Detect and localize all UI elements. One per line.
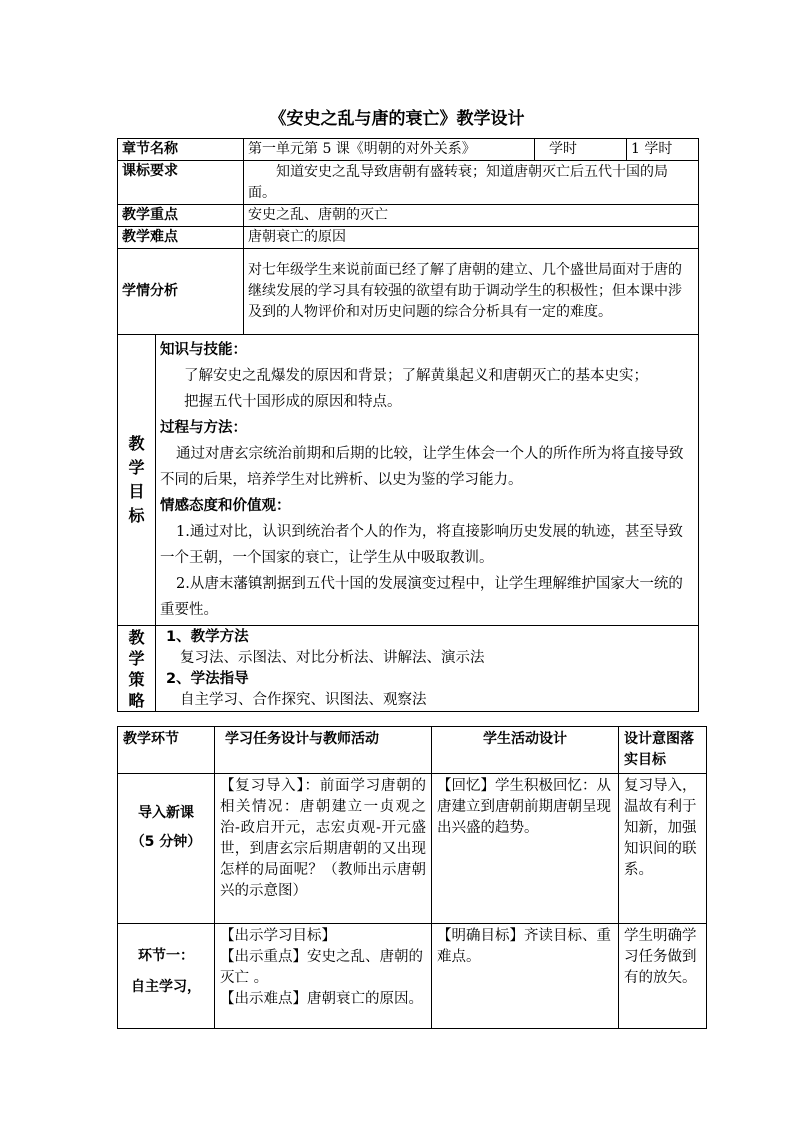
difficulty-value: 唐朝衰亡的原因 [244, 227, 699, 249]
teacher-activity: 【复习导入】：前面学习唐朝的相关情况：唐朝建立一贞观之治-政启开元，志宏贞观-开元盛世，到唐玄宗后期唐朝的又出现怎样的局面呢？（教师出示唐朝兴的示意图） [215, 774, 432, 924]
emotion-title: 情感态度和价值观： [160, 498, 291, 514]
process-table [117, 726, 707, 1029]
table-row [118, 774, 707, 924]
header-teacher: 学习任务设计与教师活动 [215, 727, 432, 774]
stage-name: 环节一： [138, 948, 194, 964]
method-value: 复习法、示图法、对比分析法、讲解法、演示法 [180, 650, 485, 666]
hours-label: 学时 [535, 139, 627, 161]
standard-value: 知道安史之乱导致唐朝有盛转衰；知道唐朝灭亡后五代十国的局面。 [248, 163, 668, 201]
difficulty-label: 教学难点 [118, 227, 244, 249]
goals-table [117, 334, 699, 712]
teacher-goal: 【出示学习目标】 [220, 928, 336, 944]
strategy-label: 教 学 策 略 [118, 626, 156, 712]
student-activity: 【明确目标】齐读目标、重难点。 [432, 924, 619, 1029]
guide-value: 自主学习、合作探究、识图法、观察法 [180, 692, 427, 708]
standard-label: 课标要求 [118, 161, 244, 205]
method-title: 1、教学方法 [166, 629, 249, 645]
header-stage: 教学环节 [118, 727, 215, 774]
emotion-line-1: 1.通过对比，认识到统治者个人的作为，将直接影响历史发展的轨迹，甚至导致一个王朝，一个国家的衰亡，让学生从中吸取教训。 [160, 524, 683, 566]
header-student: 学生活动设计 [432, 727, 619, 774]
table-row [118, 924, 707, 1029]
emotion-line-2: 2.从唐末藩镇割据到五代十国的发展演变过程中，让学生理解维护国家大一统的重要性。 [160, 576, 683, 618]
chapter-label: 章节名称 [118, 139, 244, 161]
design-intent: 学生明确学习任务做到有的放矢。 [619, 924, 707, 1029]
header-intent: 设计意图落实目标 [619, 727, 707, 774]
stage-duration: （5 分钟） [130, 833, 202, 850]
analysis-label: 学情分析 [118, 249, 244, 335]
student-activity: 【回忆】学生积极回忆：从唐建立到唐朝前期唐朝呈现出兴盛的趋势。 [432, 774, 619, 924]
analysis-value: 对七年级学生来说前面已经了解了唐朝的建立、几个盛世局面对于唐的继续发展的学习具有较强的欲望有助于调动学生的积极性；但本课中涉及到的人物评价和对历史问题的综合分析具有一定的难度。 [244, 249, 699, 335]
hours-value: 1 学时 [627, 139, 699, 161]
page-title: 《安史之乱与唐的衰亡》教学设计 [269, 109, 525, 129]
knowledge-title: 知识与技能： [160, 342, 247, 358]
key-value: 安史之乱、唐朝的灭亡 [244, 205, 699, 227]
process-line-1: 通过对唐玄宗统治前期和后期的比较，让学生体会一个人的所作所为将直接导致不同的后果，培养学生对比辨析、以史为鉴的学习能力。 [160, 446, 684, 488]
key-label: 教学重点 [118, 205, 244, 227]
goals-label: 教 学 目 标 [118, 335, 156, 626]
process-title: 过程与方法： [160, 420, 247, 436]
guide-title: 2、学法指导 [166, 671, 249, 687]
chapter-value: 第一单元第 5 课《明朝的对外关系》 [244, 139, 535, 161]
stage-subtitle: 自主学习， [131, 979, 201, 995]
teacher-key: 【出示重点】安史之乱、唐朝的灭亡 。 [220, 949, 423, 986]
teacher-difficulty: 【出示难点】唐朝衰亡的原因。 [220, 991, 423, 1007]
knowledge-line-1: 了解安史之乱爆发的原因和背景；了解黄巢起义和唐朝灭亡的基本史实； [184, 368, 648, 384]
info-table [117, 138, 699, 335]
stage-name: 导入新课 [138, 804, 194, 821]
design-intent: 复习导入，温故有利于知新，加强知识间的联系。 [619, 774, 707, 924]
knowledge-line-2: 把握五代十国形成的原因和特点。 [184, 394, 402, 410]
